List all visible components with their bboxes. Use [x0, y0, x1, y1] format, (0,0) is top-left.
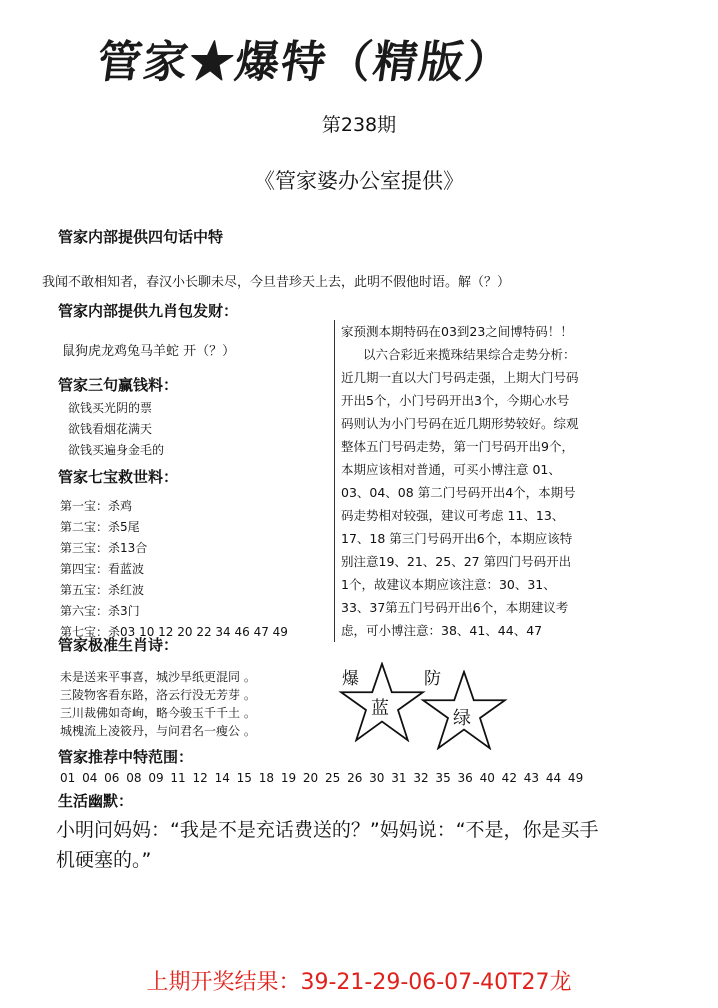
humor-title: 生活幽默：	[58, 792, 134, 810]
analysis-headline: 家预测本期特码在03到23之间博特码！！	[341, 324, 573, 339]
seven-treasures-list	[60, 496, 288, 643]
three-sentences-title: 管家三句赢钱料：	[58, 376, 179, 394]
issue-number: 第238期	[321, 114, 397, 136]
treasure-item: 第二宝：杀5尾	[60, 520, 140, 534]
analysis-box	[334, 320, 579, 642]
treasure-item: 第六宝：杀3门	[60, 604, 140, 618]
treasure-item: 第四宝：看蓝波	[60, 562, 145, 576]
star-green-text: 绿	[453, 708, 471, 729]
star-label-left: 爆	[342, 669, 359, 689]
seven-treasures-title: 管家七宝救世料：	[58, 468, 179, 486]
three-sentences-list	[68, 398, 164, 461]
last-result: 上期开奖结果：39-21-29-06-07-40T27龙	[146, 970, 572, 995]
poem-line: 未是送来平事喜，城沙旱纸更混同 。	[60, 670, 256, 684]
poem-line: 三川裁佛如奇峋，略今骏玉千千土 。	[60, 706, 256, 720]
poem-line: 城槐流上凌筱丹，与问君名一瘦公 。	[60, 724, 256, 738]
treasure-item: 第五宝：杀红波	[60, 583, 145, 597]
riddle-text: 我闻不敢相知者，春汉小长聊未尽，今旦昔珍天上去，此明不假他时语。解（？）	[42, 275, 511, 290]
star-label-right: 防	[424, 669, 441, 689]
range-numbers: 01 04 06 08 09 11 12 14 15 18 19 20 25 26 30 31 32 35 36 40 42 43 44 49	[60, 771, 584, 785]
poem-title: 管家极准生肖诗：	[58, 636, 179, 654]
three-sentences-line: 欲钱买遍身金毛的	[68, 443, 165, 457]
range-title: 管家推荐中特范围：	[58, 748, 194, 766]
nine-pack-content: 鼠狗虎龙鸡兔马羊蛇 开（？）	[62, 344, 236, 359]
star-green	[418, 670, 510, 750]
provider-line: 《管家婆办公室提供》	[254, 169, 464, 193]
treasure-item: 第一宝：杀鸡	[60, 499, 133, 513]
nine-pack-title: 管家内部提供九肖包发财：	[58, 302, 239, 320]
poem-lines	[60, 668, 256, 740]
treasure-item: 第七宝：杀03 10 12 20 22 34 46 47 49	[60, 625, 288, 639]
poem-line: 三陵物客看东路，洛云行没无芳芽 。	[60, 688, 256, 702]
analysis-body: 以六合彩近来揽珠结果综合走势分析：近几期一直以大门号码走强，上期大门号码开出5个，小门号码开出3个，今期心水号码则认为小门号码在近几期形势较好。综观整体五门号码走势，第一门号码开出9个，本期应该相对普通，可买小博注意 01、03、04、08 第二门号码开出4个，本期号码走势相对较强，建议可考虑 11、13、17、18 第三门号码开出6个，本期应该特别注意19、21、25、27 第四门号码开出1个，故建议本期应该注意：30、31、33、37第五门号码开出6个，本期建议考虑，可小博注意：38、41、44、47	[341, 347, 579, 638]
three-sentences-line: 欲钱看烟花满天	[68, 422, 153, 436]
joke-text: 小明问妈妈：“我是不是充话费送的？”妈妈说：“不是，你是买手机硬塞的。”	[56, 819, 599, 871]
three-sentences-line: 欲钱买光阴的票	[68, 401, 153, 415]
star-blue	[336, 662, 428, 742]
page-title: 管家★爆特（精版）	[93, 37, 515, 88]
four-lines-title: 管家内部提供四句话中特	[58, 228, 224, 246]
treasure-item: 第三宝：杀13合	[60, 541, 148, 555]
star-blue-text: 蓝	[371, 698, 389, 719]
